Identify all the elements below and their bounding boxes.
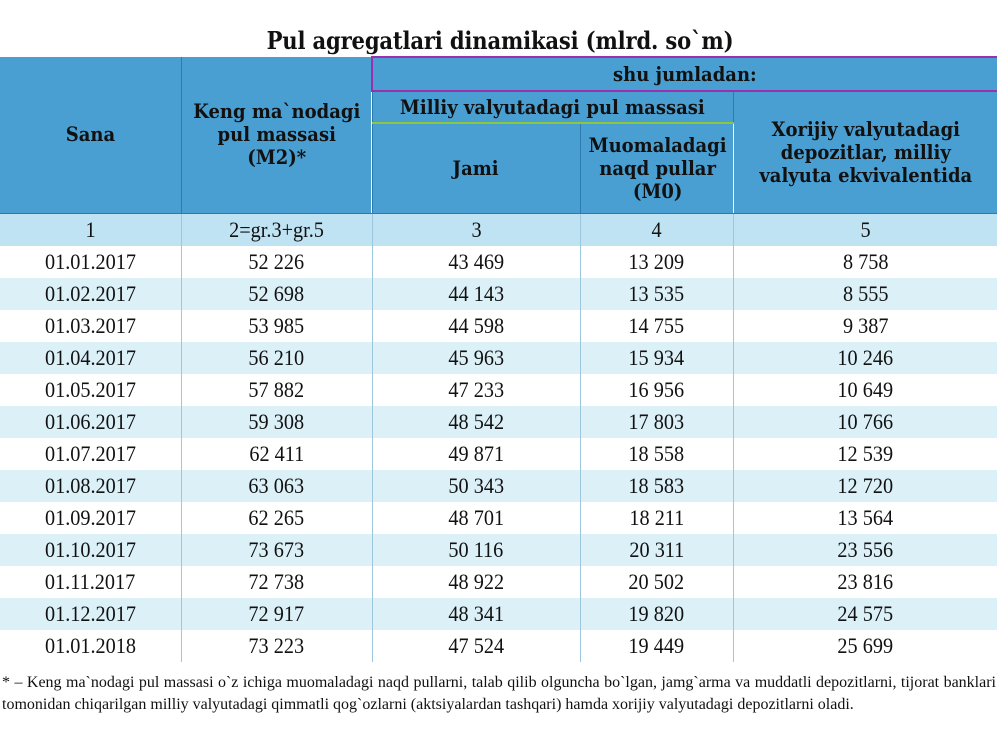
column-number-row xyxy=(0,213,997,246)
cell-m2: 56 210 xyxy=(181,342,372,374)
table-row xyxy=(0,278,997,310)
cell-date: 01.08.2017 xyxy=(0,470,181,502)
cell-jami: 47 233 xyxy=(372,374,580,406)
table-row xyxy=(0,342,997,374)
cell-date: 01.01.2018 xyxy=(0,630,181,662)
cell-date: 01.07.2017 xyxy=(0,438,181,470)
cell-jami: 48 701 xyxy=(372,502,580,534)
cell-date: 01.11.2017 xyxy=(0,566,181,598)
cell-m2: 72 738 xyxy=(181,566,372,598)
cell-date: 01.04.2017 xyxy=(0,342,181,374)
cell-xor: 24 575 xyxy=(733,598,997,630)
cell-xor: 12 720 xyxy=(733,470,997,502)
table-row xyxy=(0,534,997,566)
cell-m2: 52 226 xyxy=(181,246,372,278)
header-milliy: Milliy valyutadagi pul massasi xyxy=(372,91,733,123)
column-number: 2=gr.3+gr.5 xyxy=(181,213,372,246)
cell-m0: 15 934 xyxy=(580,342,733,374)
cell-m0: 17 803 xyxy=(580,406,733,438)
cell-xor: 9 387 xyxy=(733,310,997,342)
cell-xor: 10 766 xyxy=(733,406,997,438)
table-row xyxy=(0,374,997,406)
cell-m2: 57 882 xyxy=(181,374,372,406)
cell-m2: 52 698 xyxy=(181,278,372,310)
cell-m0: 18 558 xyxy=(580,438,733,470)
column-number: 5 xyxy=(733,213,997,246)
table-row xyxy=(0,310,997,342)
cell-m0: 19 449 xyxy=(580,630,733,662)
table-row xyxy=(0,438,997,470)
header-shu-jumladan: shu jumladan: xyxy=(372,57,997,91)
cell-xor: 10 246 xyxy=(733,342,997,374)
cell-date: 01.05.2017 xyxy=(0,374,181,406)
money-aggregates-table xyxy=(0,56,997,662)
cell-jami: 48 341 xyxy=(372,598,580,630)
cell-jami: 44 598 xyxy=(372,310,580,342)
cell-jami: 47 524 xyxy=(372,630,580,662)
cell-m0: 20 502 xyxy=(580,566,733,598)
cell-jami: 44 143 xyxy=(372,278,580,310)
cell-xor: 13 564 xyxy=(733,502,997,534)
cell-xor: 12 539 xyxy=(733,438,997,470)
cell-jami: 50 116 xyxy=(372,534,580,566)
cell-m2: 62 265 xyxy=(181,502,372,534)
cell-jami: 48 922 xyxy=(372,566,580,598)
table-row xyxy=(0,470,997,502)
cell-jami: 43 469 xyxy=(372,246,580,278)
cell-jami: 45 963 xyxy=(372,342,580,374)
footnote: * – Keng ma`nodagi pul massasi o`z ichiga muomaladagi naqd pullarni, talab qilib olguncha bo`lgan, jamg`arma va muddatli depozitlarni, tijorat banklari tomonidan chiqarilgan milliy valyutadagi qimmatli qog`ozlarni (aktsiyalardan tashqari) hamda xorijiy valyutadagi depozitlarni oladi. xyxy=(2,674,996,713)
cell-xor: 10 649 xyxy=(733,374,997,406)
cell-m0: 20 311 xyxy=(580,534,733,566)
cell-m0: 13 209 xyxy=(580,246,733,278)
cell-jami: 49 871 xyxy=(372,438,580,470)
cell-jami: 48 542 xyxy=(372,406,580,438)
table-title: Pul agregatlari dinamikasi (mlrd. so`m) xyxy=(266,26,734,55)
cell-xor: 23 556 xyxy=(733,534,997,566)
table-row xyxy=(0,246,997,278)
header-m0: Muomaladagi naqd pullar (M0) xyxy=(580,123,733,213)
table-row xyxy=(0,406,997,438)
cell-date: 01.02.2017 xyxy=(0,278,181,310)
table-row xyxy=(0,502,997,534)
cell-m0: 18 211 xyxy=(580,502,733,534)
cell-m2: 73 673 xyxy=(181,534,372,566)
cell-xor: 25 699 xyxy=(733,630,997,662)
cell-m0: 14 755 xyxy=(580,310,733,342)
cell-date: 01.10.2017 xyxy=(0,534,181,566)
cell-m0: 19 820 xyxy=(580,598,733,630)
cell-m2: 62 411 xyxy=(181,438,372,470)
cell-m2: 63 063 xyxy=(181,470,372,502)
cell-date: 01.12.2017 xyxy=(0,598,181,630)
table-row xyxy=(0,566,997,598)
cell-date: 01.06.2017 xyxy=(0,406,181,438)
table-row xyxy=(0,630,997,662)
cell-m0: 16 956 xyxy=(580,374,733,406)
cell-m0: 13 535 xyxy=(580,278,733,310)
header-jami: Jami xyxy=(372,123,580,213)
cell-xor: 8 555 xyxy=(733,278,997,310)
cell-date: 01.03.2017 xyxy=(0,310,181,342)
table-row xyxy=(0,598,997,630)
cell-m2: 73 223 xyxy=(181,630,372,662)
header-xorijiy: Xorijiy valyutadagi depozitlar, milliy valyuta ekvivalentida xyxy=(733,91,997,213)
cell-m2: 53 985 xyxy=(181,310,372,342)
column-number: 3 xyxy=(372,213,580,246)
header-sana: Sana xyxy=(0,57,181,213)
cell-date: 01.09.2017 xyxy=(0,502,181,534)
header-m2: Keng ma`nodagi pul massasi (M2)* xyxy=(181,57,372,213)
cell-m2: 59 308 xyxy=(181,406,372,438)
cell-xor: 23 816 xyxy=(733,566,997,598)
cell-m0: 18 583 xyxy=(580,470,733,502)
column-number: 4 xyxy=(580,213,733,246)
cell-jami: 50 343 xyxy=(372,470,580,502)
cell-xor: 8 758 xyxy=(733,246,997,278)
cell-date: 01.01.2017 xyxy=(0,246,181,278)
column-number: 1 xyxy=(0,213,181,246)
cell-m2: 72 917 xyxy=(181,598,372,630)
